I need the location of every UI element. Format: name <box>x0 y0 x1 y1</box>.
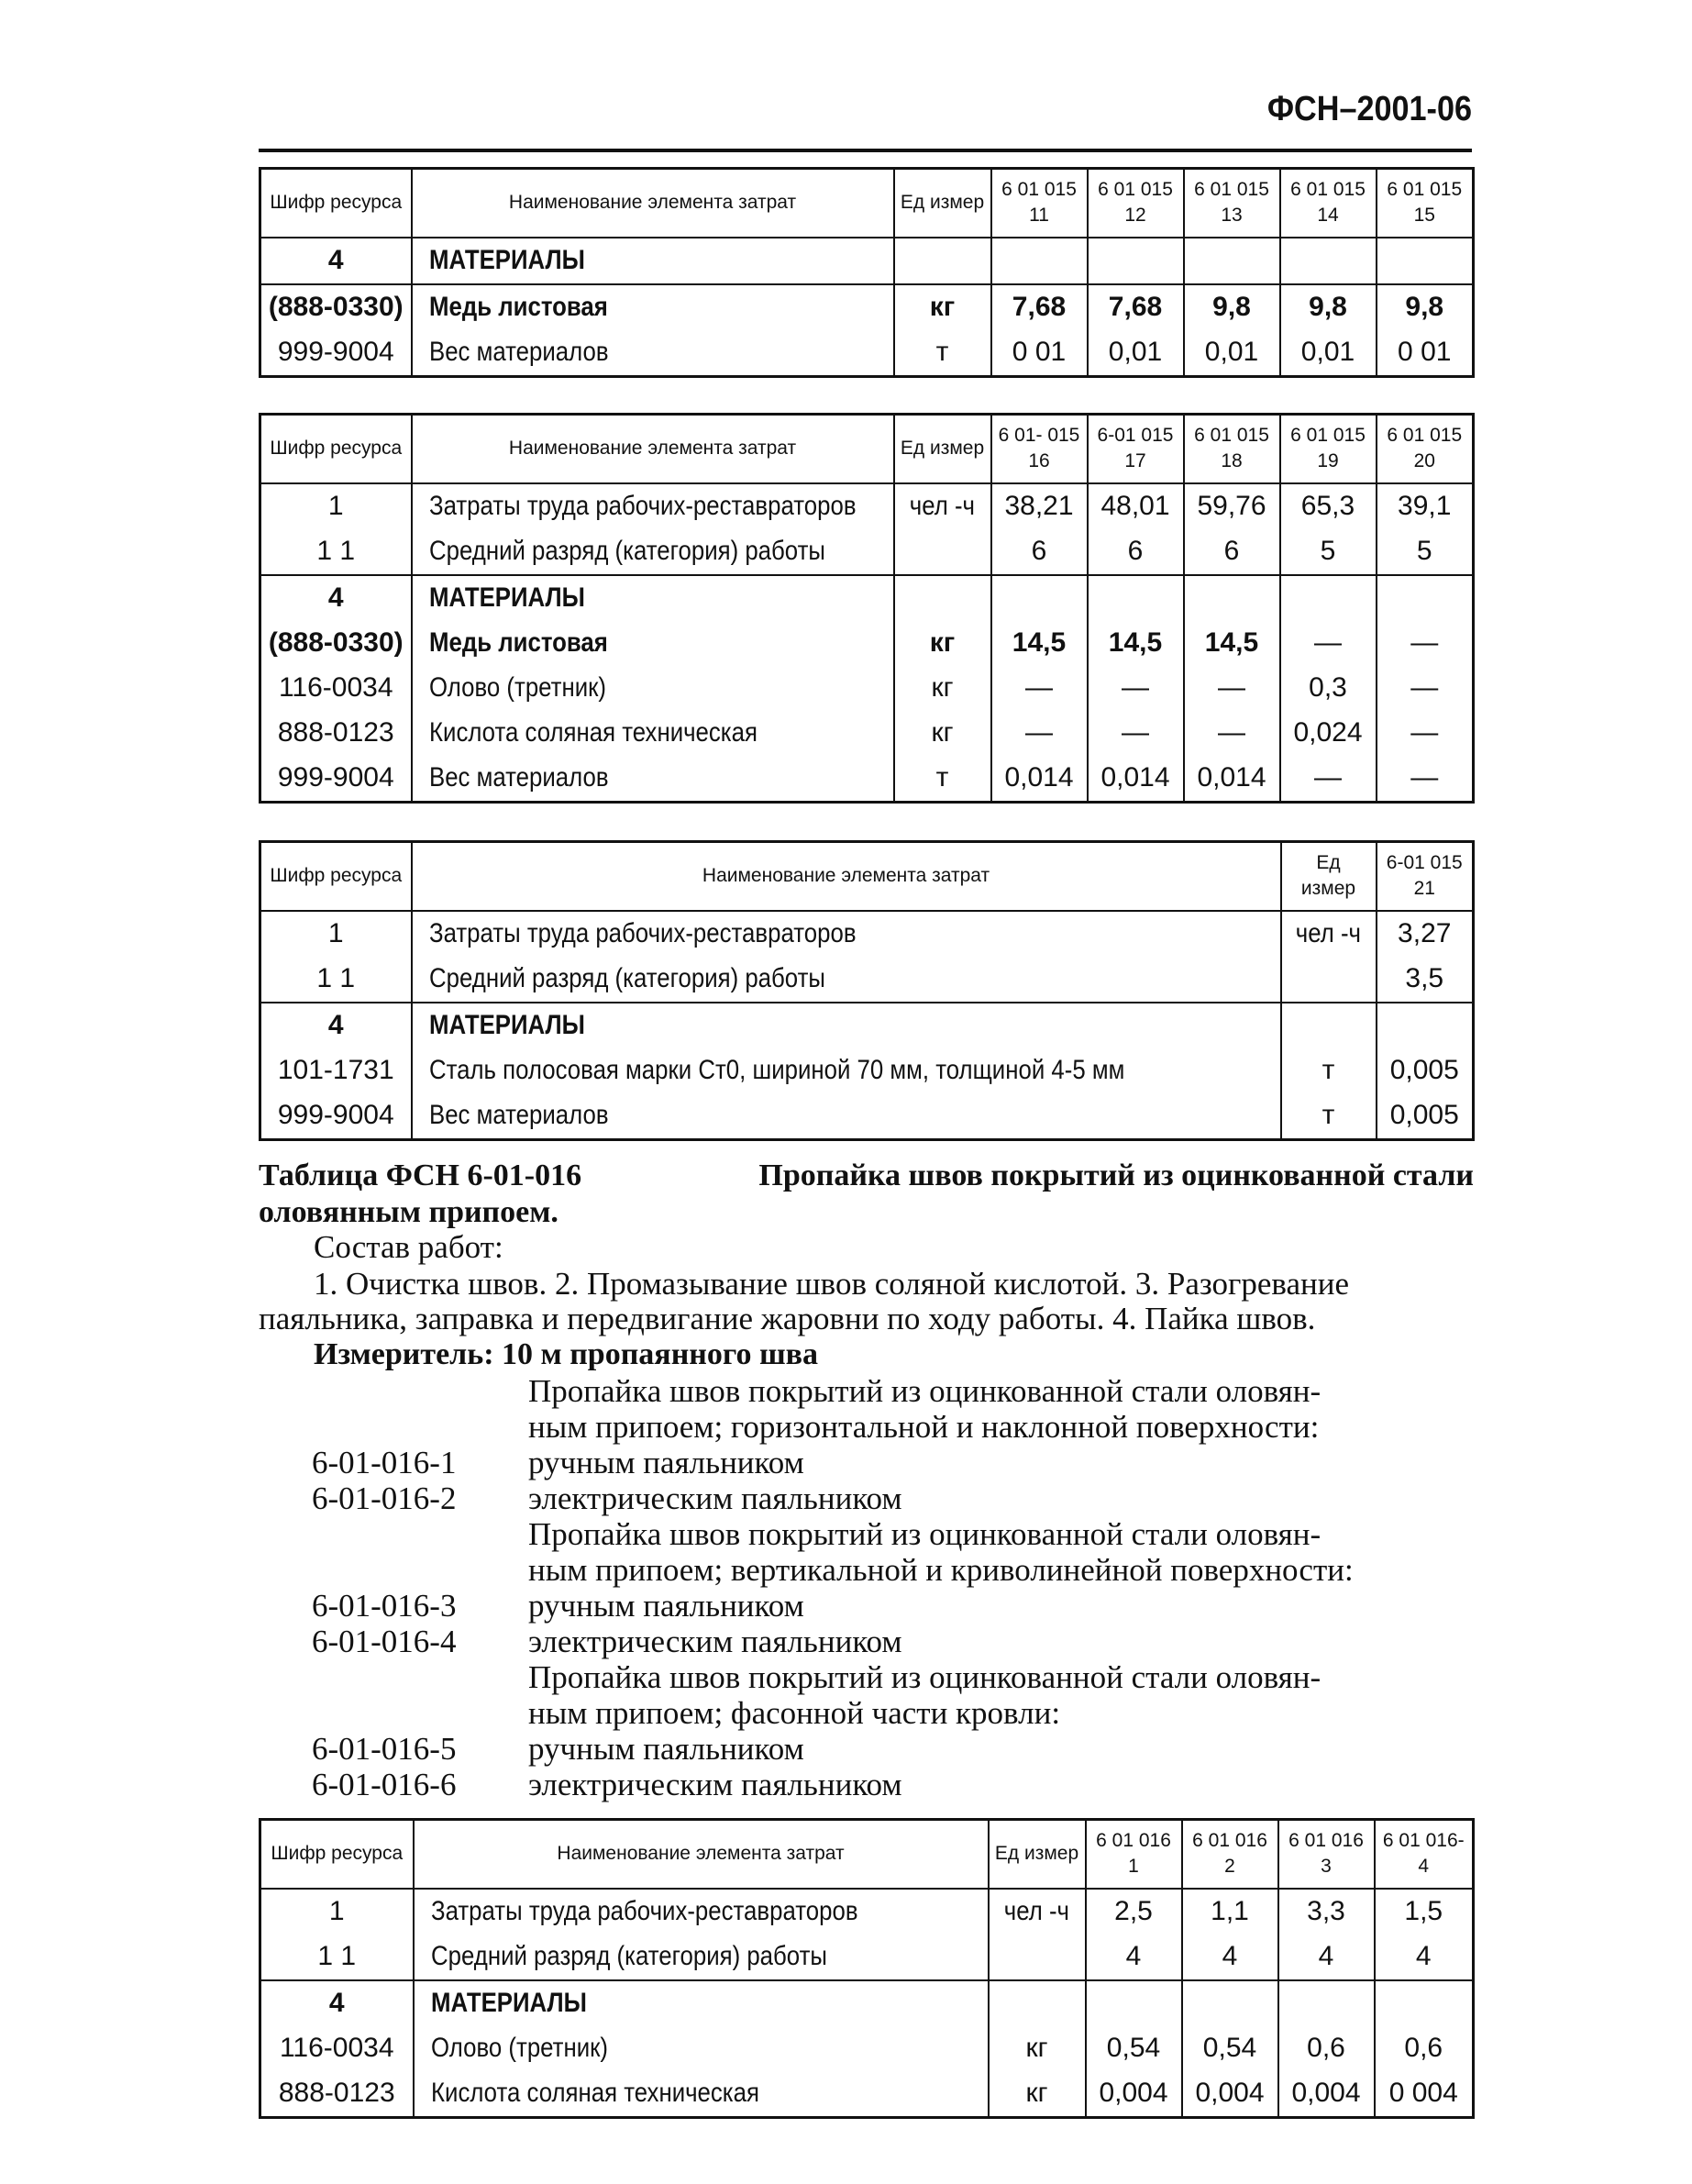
cell-code: 1 1 <box>260 1935 414 1980</box>
cell-value: 0,01 <box>1280 330 1377 377</box>
cell-value: — <box>1410 762 1439 793</box>
cell-unit <box>894 575 991 621</box>
cell-code: 116-0034 <box>260 666 412 711</box>
norm-code: 6-01-016-5 <box>312 1731 457 1767</box>
norm-code: 6-01-016-1 <box>312 1445 457 1480</box>
cell-value: 9,8 <box>1184 284 1280 330</box>
cell-value: 0,005 <box>1389 1055 1459 1085</box>
cell-code: 101-1731 <box>260 1048 412 1093</box>
cell-value: 0,3 <box>1280 666 1377 711</box>
cell-unit <box>894 238 991 284</box>
cell-unit <box>989 1980 1086 2026</box>
cell-value: 0,6 <box>1404 2033 1443 2063</box>
col-header-name: Наименование элемента затрат <box>412 415 894 483</box>
cell-value: 4 <box>1278 1935 1375 1980</box>
cell-name: МАТЕРИАЛЫ <box>412 238 894 284</box>
cell-value: — <box>991 711 1088 756</box>
cell-value: — <box>991 666 1088 711</box>
cell-value: 65,3 <box>1280 483 1377 529</box>
cell-unit: чел -ч <box>1281 911 1377 957</box>
cell-code: (888-0330) <box>260 621 412 666</box>
cell-code: 888-0123 <box>260 711 412 756</box>
cell-value: — <box>1410 672 1439 703</box>
cell-value: 0,01 <box>1184 330 1280 377</box>
col-header-norm: 6 01 015 13 <box>1184 169 1280 238</box>
norm-code: 6-01-016-3 <box>312 1588 457 1624</box>
cell-value: — <box>1280 756 1377 803</box>
table-row <box>260 284 1474 330</box>
table-row <box>260 238 1474 284</box>
cell-value <box>991 238 1088 284</box>
table-row <box>260 711 1474 756</box>
cell-code: 1 1 <box>260 957 412 1003</box>
cell-name: Средний разряд (категория) работы <box>414 1935 989 1980</box>
cell-name: Средний разряд (категория) работы <box>412 957 1281 1003</box>
cell-unit: кг <box>894 711 991 756</box>
cell-unit <box>1281 957 1377 1003</box>
cell-code: 1 <box>260 911 412 957</box>
cell-value: 1,5 <box>1404 1896 1443 1926</box>
cell-value <box>1278 1980 1375 2026</box>
section-title: Пропайка швов покрытий из оцинкованной стали <box>758 1159 1474 1192</box>
cell-name: Средний разряд (категория) работы <box>412 529 894 575</box>
resource-table-015-16-20 <box>259 413 1475 804</box>
cell-value <box>1086 1980 1182 2026</box>
cell-value: 7,68 <box>991 284 1088 330</box>
cell-value: 14,5 <box>1184 621 1280 666</box>
cell-value <box>1377 238 1474 284</box>
cell-value <box>1377 1003 1474 1048</box>
norm-text: электрическим паяльником <box>528 1480 902 1516</box>
cell-code: 999-9004 <box>260 330 412 377</box>
cell-name: Сталь полосовая марки Ст0, шириной 70 мм, толщиной 4-5 мм <box>412 1048 1281 1093</box>
col-header-name: Наименование элемента затрат <box>414 1820 989 1889</box>
cell-code: 116-0034 <box>260 2026 414 2071</box>
col-header-norm: 6-01 015 17 <box>1088 415 1184 483</box>
cell-value: 59,76 <box>1184 483 1280 529</box>
cell-unit: кг <box>989 2071 1086 2118</box>
table-row <box>260 1003 1474 1048</box>
cell-value: 39,1 <box>1398 491 1452 521</box>
cell-value: 4 <box>1415 1941 1432 1971</box>
norm-code: 6-01-016-4 <box>312 1624 457 1659</box>
table-row <box>260 529 1474 575</box>
group-heading: Пропайка швов покрытий из оцинкованной стали оловян- <box>528 1516 1322 1552</box>
cell-unit: т <box>894 756 991 803</box>
cell-value: 6 <box>1088 529 1184 575</box>
cell-value: 0,54 <box>1086 2026 1182 2071</box>
cell-value <box>1088 575 1184 621</box>
cell-value <box>1184 575 1280 621</box>
cell-value: 5 <box>1416 536 1432 566</box>
col-header-norm: 6 01 016 2 <box>1182 1820 1278 1889</box>
works-line-2: паяльника, заправка и передвигание жаровни по ходу работы. 4. Пайка швов. <box>259 1301 1316 1336</box>
cell-code: 4 <box>260 238 412 284</box>
cell-unit: т <box>1281 1048 1377 1093</box>
cell-name: Вес материалов <box>412 1093 1281 1140</box>
cell-value: 0,005 <box>1389 1100 1459 1130</box>
cell-value: 3,5 <box>1405 963 1444 993</box>
cell-value: — <box>1088 666 1184 711</box>
cell-name: МАТЕРИАЛЫ <box>414 1980 989 2026</box>
norm-text: электрическим паяльником <box>528 1767 902 1802</box>
cell-unit: кг <box>894 621 991 666</box>
norm-text: электрическим паяльником <box>528 1624 902 1659</box>
col-header-norm: 6-01 015 21 <box>1377 842 1474 911</box>
cell-value: 0,014 <box>1088 756 1184 803</box>
cell-code: 4 <box>260 575 412 621</box>
cell-value: 0,6 <box>1278 2026 1375 2071</box>
cell-code: 999-9004 <box>260 756 412 803</box>
cell-unit: т <box>894 330 991 377</box>
col-header-norm: 6 01 015 19 <box>1280 415 1377 483</box>
cell-value: 3,3 <box>1278 1889 1375 1935</box>
cell-unit <box>989 1935 1086 1980</box>
cell-value: 5 <box>1280 529 1377 575</box>
cell-code: 4 <box>260 1003 412 1048</box>
col-header-name: Наименование элемента затрат <box>412 169 894 238</box>
table-row <box>260 575 1474 621</box>
cell-value: 9,8 <box>1280 284 1377 330</box>
cell-value: — <box>1184 666 1280 711</box>
resource-table-016-1-4 <box>259 1818 1475 2119</box>
cell-value <box>1088 238 1184 284</box>
cell-name: Кислота соляная техническая <box>412 711 894 756</box>
group-heading: ным припоем; фасонной части кровли: <box>528 1695 1061 1731</box>
header-rule <box>259 149 1472 152</box>
cell-name: Затраты труда рабочих-реставраторов <box>414 1889 989 1935</box>
col-header-norm: 6 01 015 12 <box>1088 169 1184 238</box>
cell-name: Олово (третник) <box>412 666 894 711</box>
table-header-row <box>260 842 1474 911</box>
cell-value <box>1280 575 1377 621</box>
cell-value: 1,1 <box>1182 1889 1278 1935</box>
cell-unit: кг <box>894 284 991 330</box>
cell-name: МАТЕРИАЛЫ <box>412 575 894 621</box>
cell-name: Вес материалов <box>412 756 894 803</box>
cell-code: 4 <box>260 1980 414 2026</box>
cell-value: — <box>1184 711 1280 756</box>
col-header-unit: Ед измер <box>894 169 991 238</box>
cell-value: 6 <box>991 529 1088 575</box>
col-header-norm: 6 01 015 14 <box>1280 169 1377 238</box>
cell-value: 3,27 <box>1398 918 1452 948</box>
table-row <box>260 2026 1474 2071</box>
col-header-norm: 6 01 015 20 <box>1377 415 1474 483</box>
cell-value: 7,68 <box>1088 284 1184 330</box>
table-row <box>260 1093 1474 1140</box>
table-row <box>260 1935 1474 1980</box>
cell-value: 0,004 <box>1278 2071 1375 2118</box>
table-row <box>260 621 1474 666</box>
cell-name: Затраты труда рабочих-реставраторов <box>412 483 894 529</box>
cell-value: — <box>1410 627 1439 658</box>
cell-code: 999-9004 <box>260 1093 412 1140</box>
cell-value: 2,5 <box>1086 1889 1182 1935</box>
group-heading: Пропайка швов покрытий из оцинкованной стали оловян- <box>528 1659 1322 1695</box>
norm-text: ручным паяльником <box>528 1731 804 1767</box>
cell-unit: чел -ч <box>989 1889 1086 1935</box>
cell-value: 0,014 <box>1184 756 1280 803</box>
table-row <box>260 483 1474 529</box>
cell-value <box>1182 1980 1278 2026</box>
col-header-unit: Ед измер <box>894 415 991 483</box>
cell-name: Кислота соляная техническая <box>414 2071 989 2118</box>
cell-value: — <box>1410 717 1439 748</box>
table-header-row <box>260 169 1474 238</box>
col-header-name: Наименование элемента затрат <box>412 842 1281 911</box>
col-header-code: Шифр ресурса <box>260 415 412 483</box>
cell-name: МАТЕРИАЛЫ <box>412 1003 1281 1048</box>
resource-table-015-21 <box>259 840 1475 1141</box>
col-header-norm: 6 01 015 15 <box>1377 169 1474 238</box>
cell-value <box>1375 1980 1474 2026</box>
cell-value: 0 01 <box>1398 337 1452 367</box>
table-row <box>260 957 1474 1003</box>
table-row <box>260 1048 1474 1093</box>
table-header-row <box>260 415 1474 483</box>
cell-code: 1 <box>260 1889 414 1935</box>
cell-value: 38,21 <box>991 483 1088 529</box>
cell-code: 888-0123 <box>260 2071 414 2118</box>
norm-code: 6-01-016-6 <box>312 1767 457 1802</box>
table-row <box>260 330 1474 377</box>
table-id: Таблица ФСН 6-01-016 <box>259 1159 582 1192</box>
cell-name: Медь листовая <box>412 284 894 330</box>
cell-unit <box>1281 1003 1377 1048</box>
col-header-unit: Ед измер <box>1281 842 1377 911</box>
cell-code: 1 1 <box>260 529 412 575</box>
section-title-line1 <box>259 1158 1474 1193</box>
document-code-header: ФСН–2001-06 <box>1266 90 1472 128</box>
works-line-1: 1. Очистка швов. 2. Промазывание швов соляной кислотой. 3. Разогревание <box>314 1266 1350 1302</box>
cell-value: 0,004 <box>1182 2071 1278 2118</box>
table-header-row <box>260 1820 1474 1889</box>
cell-value: 0,54 <box>1182 2026 1278 2071</box>
cell-unit: чел -ч <box>894 483 991 529</box>
cell-unit <box>894 529 991 575</box>
table-row <box>260 911 1474 957</box>
group-heading: ным припоем; вертикальной и криволинейной поверхности: <box>528 1552 1354 1588</box>
cell-value: 0,014 <box>991 756 1088 803</box>
group-heading: Пропайка швов покрытий из оцинкованной стали оловян- <box>528 1373 1322 1409</box>
table-row <box>260 2071 1474 2118</box>
norm-code: 6-01-016-2 <box>312 1480 457 1516</box>
cell-value: 0 004 <box>1388 2078 1458 2108</box>
cell-name: Затраты труда рабочих-реставраторов <box>412 911 1281 957</box>
table-row <box>260 666 1474 711</box>
cell-value: 0,01 <box>1088 330 1184 377</box>
cell-value <box>1377 575 1474 621</box>
group-heading: ным припоем; горизонтальной и наклонной поверхности: <box>528 1409 1320 1445</box>
cell-value: 0,004 <box>1086 2071 1182 2118</box>
cell-value: 48,01 <box>1088 483 1184 529</box>
cell-code: (888-0330) <box>260 284 412 330</box>
col-header-norm: 6 01 015 18 <box>1184 415 1280 483</box>
cell-value <box>1184 238 1280 284</box>
col-header-norm: 6 01 016 1 <box>1086 1820 1182 1889</box>
cell-value: — <box>1088 711 1184 756</box>
col-header-code: Шифр ресурса <box>260 842 412 911</box>
col-header-norm: 6 01 015 11 <box>991 169 1088 238</box>
cell-name: Вес материалов <box>412 330 894 377</box>
cell-value: 9,8 <box>1377 284 1474 330</box>
cell-value: 0,024 <box>1280 711 1377 756</box>
norm-text: ручным паяльником <box>528 1588 804 1624</box>
cell-value: 4 <box>1182 1935 1278 1980</box>
cell-unit: кг <box>989 2026 1086 2071</box>
cell-value: 14,5 <box>991 621 1088 666</box>
works-label: Состав работ: <box>314 1229 503 1265</box>
col-header-code: Шифр ресурса <box>260 169 412 238</box>
cell-unit: кг <box>894 666 991 711</box>
resource-table-015-11-15 <box>259 167 1475 378</box>
cell-value <box>991 575 1088 621</box>
norm-text: ручным паяльником <box>528 1445 804 1480</box>
cell-value: — <box>1280 621 1377 666</box>
cell-value: 4 <box>1086 1935 1182 1980</box>
col-header-norm: 6 01 016 3 <box>1278 1820 1375 1889</box>
cell-name: Олово (третник) <box>414 2026 989 2071</box>
measure-unit: Измеритель: 10 м пропаянного шва <box>314 1337 819 1371</box>
table-row <box>260 756 1474 803</box>
col-header-code: Шифр ресурса <box>260 1820 414 1889</box>
cell-unit: т <box>1281 1093 1377 1140</box>
cell-name: Медь листовая <box>412 621 894 666</box>
cell-value <box>1280 238 1377 284</box>
cell-value: 0 01 <box>991 330 1088 377</box>
cell-value: 6 <box>1184 529 1280 575</box>
col-header-norm: 6 01 016-4 <box>1375 1820 1474 1889</box>
table-row <box>260 1889 1474 1935</box>
cell-code: 1 <box>260 483 412 529</box>
col-header-norm: 6 01- 015 16 <box>991 415 1088 483</box>
table-row <box>260 1980 1474 2026</box>
section-title-line2: оловянным припоем. <box>259 1195 558 1229</box>
cell-value: 14,5 <box>1088 621 1184 666</box>
col-header-unit: Ед измер <box>989 1820 1086 1889</box>
